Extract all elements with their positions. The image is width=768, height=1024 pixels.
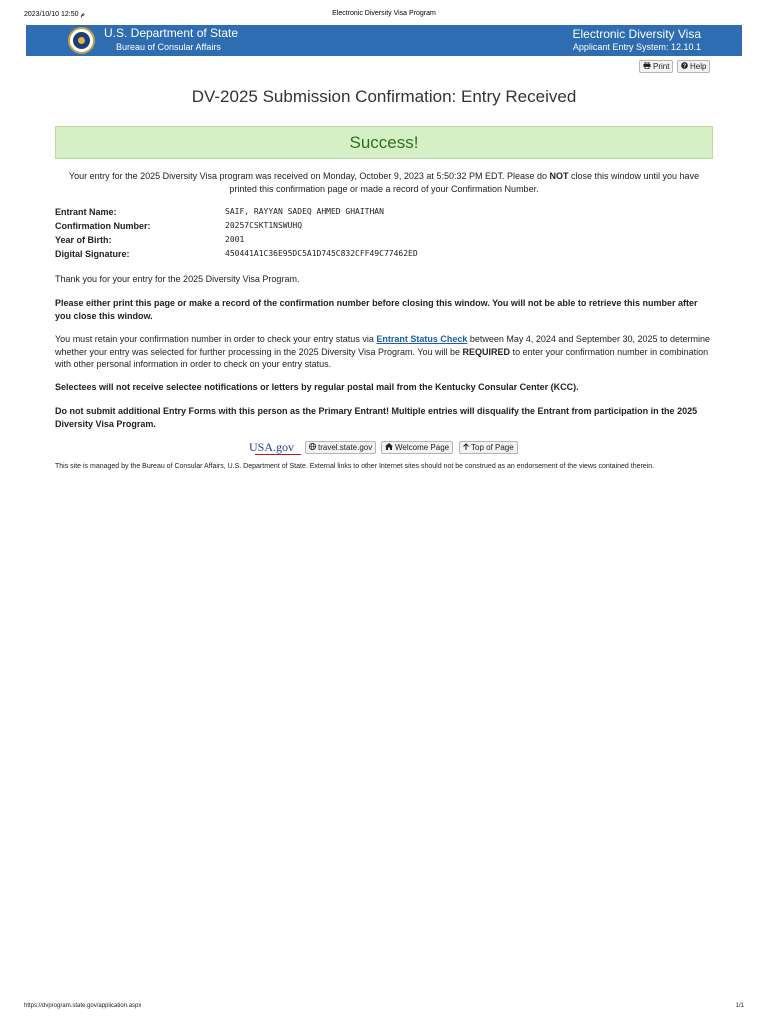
print-footer [0,1003,768,1013]
confirmation-number-value: 20257CSKT1NSWUHQ [225,221,303,230]
usagov-logo[interactable] [249,440,304,456]
welcome-page-button[interactable] [381,441,453,454]
intro-after: close this window until you have printed this confirmation page or made a record of your Confirmation Number. [229,171,700,194]
retain-after: to enter your confirmation number in combination with other personal information in order to check on your entry status. [55,346,709,369]
selectees-notice: Selectees will not receive selectee notifications or letters by regular postal mail from the Kentucky Consular Center (KCC). [55,382,579,392]
retain-middle: between May 4, 2024 and September 30, 2025 to determine whether your entry was selected for further processing in the 2025 Diversity Visa Program. You will be [55,334,711,357]
success-banner: Success! [55,126,713,159]
print-page-count: 1/1 [735,1003,744,1009]
agency-name: U.S. Department of State [104,26,239,40]
welcome-page-label: Welcome Page [395,443,450,452]
retain-required: REQUIRED [462,346,511,357]
print-datetime: 2023/10/10 12:50 م [24,11,85,18]
print-warning-text: Please either print this page or make a record of the confirmation number before closing this window. You will not be able to retrieve this number after you close this window. [55,298,698,321]
svg-text:?: ? [682,63,687,69]
globe-icon [309,442,316,453]
travel-state-gov-label: travel.state.gov [318,443,373,452]
site-disclaimer: This site is managed by the Bureau of Consular Affairs, U.S. Department of State. External links to other Internet sites should not be construed as an endorsement of the views contained therein. [55,463,655,470]
entrant-name-label: Entrant Name: [55,207,117,217]
retain-before: You must retain your confirmation number in order to check your entry status via [55,334,377,344]
print-header [0,10,768,22]
arrow-up-icon [463,442,469,453]
printer-icon [643,61,651,72]
top-of-page-label: Top of Page [471,443,514,452]
system-version: Applicant Entry System: 12.10.1 [572,42,701,52]
birth-year-value: 2001 [225,235,245,244]
intro-not: NOT [549,171,569,181]
travel-state-gov-button[interactable] [305,441,376,454]
print-page-title: Electronic Diversity Visa Program [332,10,436,17]
department-seal-icon [68,27,95,54]
program-name: Electronic Diversity Visa [572,27,701,41]
usagov-underline [255,454,301,455]
home-icon [385,442,393,453]
confirmation-number-label: Confirmation Number: [55,221,151,231]
entrant-name-value: SAIF, RAYYAN SADEQ AHMED GHAITHAN [225,207,384,216]
print-url: https://dvprogram.state.gov/application.aspx [24,1003,142,1009]
help-button[interactable] [677,60,710,73]
page-title: DV-2025 Submission Confirmation: Entry Received [191,87,577,106]
top-of-page-button[interactable] [459,441,518,454]
intro-before: Your entry for the 2025 Diversity Visa program was received on Monday, October 9, 2023 at 5:50:32 PM EDT. Please do [68,171,550,181]
print-button[interactable] [639,60,673,73]
no-duplicates-notice: Do not submit additional Entry Forms with this person as the Primary Entrant! Multiple entries will disqualify the Entrant from participation in the 2025 Diversity Visa Program. [55,406,698,429]
bureau-name: Bureau of Consular Affairs [116,42,221,52]
intro-text [55,170,713,196]
question-circle-icon [681,61,688,72]
site-banner [26,25,742,56]
entrant-status-check-link[interactable]: Entrant Status Check [376,334,468,344]
print-label: Print [653,62,670,71]
help-label: Help [690,62,707,71]
usagov-logo-text: USA.gov [249,440,295,454]
digital-signature-label: Digital Signature: [55,249,130,259]
digital-signature-value: 450441A1C36E95DC5A1D745C832CFF49C77462ED [225,249,418,258]
retain-number-text [55,333,713,371]
birth-year-label: Year of Birth: [55,235,112,245]
thanks-text: Thank you for your entry for the 2025 Diversity Visa Program. [55,274,300,284]
